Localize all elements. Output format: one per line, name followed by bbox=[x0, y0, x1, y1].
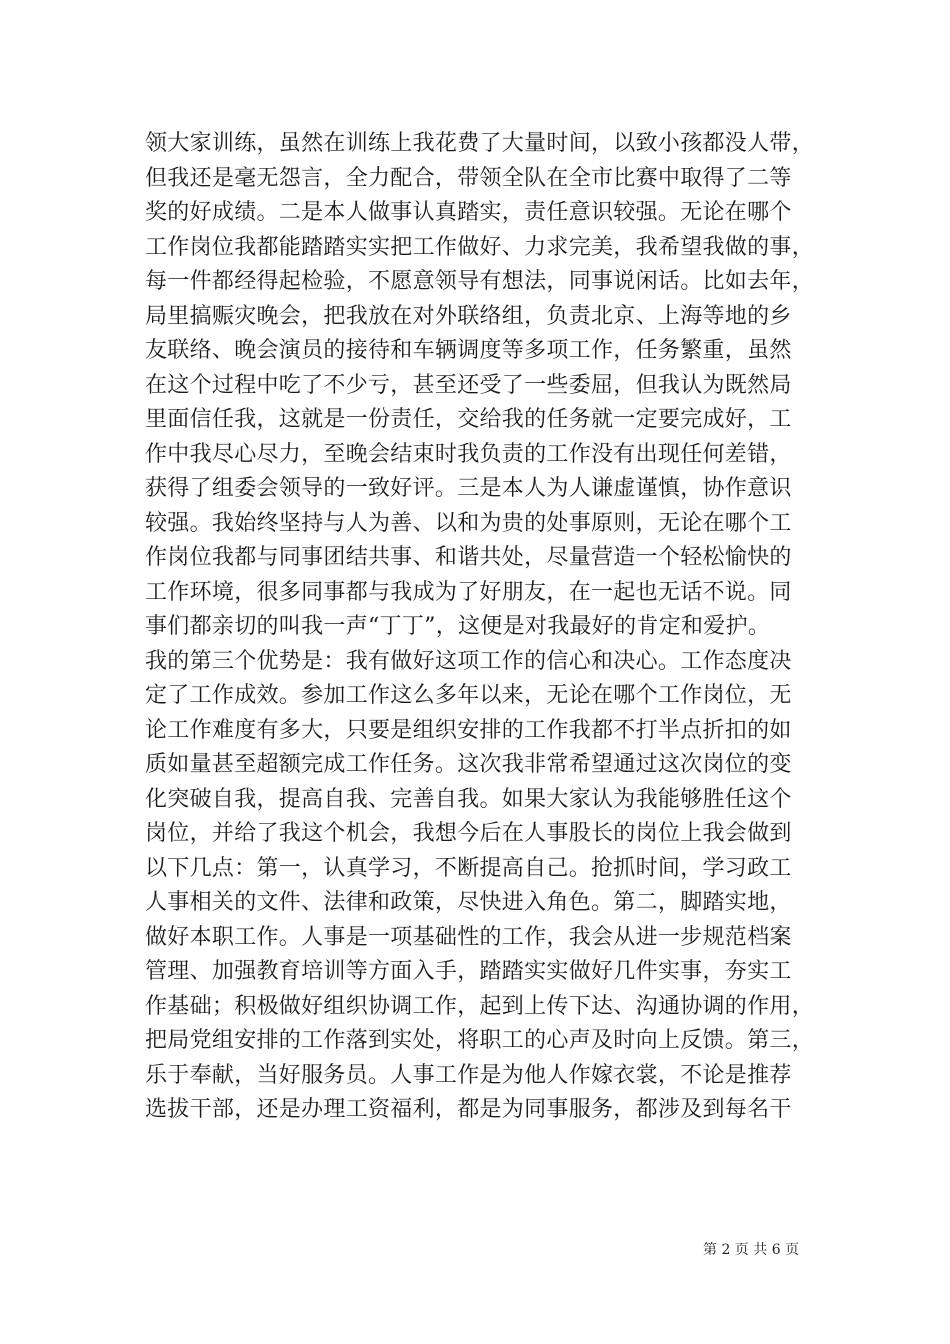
text-line: 人事相关的文件、法律和政策，尽快进入角色。第二，脚踏实地， bbox=[145, 890, 792, 915]
text-line: 但我还是毫无怨言，全力配合，带领全队在全市比赛中取得了二等 bbox=[145, 165, 792, 191]
text-line: 作岗位我都与同事团结共事、和谐共处，尽量营造一个轻松愉快的 bbox=[145, 545, 792, 570]
text-line: 里面信任我，这就是一份责任，交给我的任务就一定要完成好，工 bbox=[145, 407, 792, 432]
text-line: 作基础；积极做好组织协调工作，起到上传下达、沟通协调的作用， bbox=[145, 993, 815, 1019]
text-line: 局里搞赈灾晚会，把我放在对外联络组，负责北京、上海等地的乡 bbox=[145, 303, 792, 329]
body-text bbox=[145, 127, 815, 1128]
text-line: 做好本职工作。人事是一项基础性的工作，我会从进一步规范档案 bbox=[145, 924, 792, 950]
text-line: 作中我尽心尽力，至晚会结束时我负责的工作没有出现任何差错， bbox=[145, 441, 792, 467]
text-line: 把局党组安排的工作落到实处，将职工的心声及时向上反馈。第三， bbox=[145, 1028, 815, 1053]
text-line: 化突破自我，提高自我、完善自我。如果大家认为我能够胜任这个 bbox=[145, 786, 792, 812]
text-line: 获得了组委会领导的一致好评。三是本人为人谦虚谨慎，协作意识 bbox=[145, 476, 792, 501]
text-line: 定了工作成效。参加工作这么多年以来，无论在哪个工作岗位，无 bbox=[145, 683, 792, 708]
text-line: 工作岗位我都能踏踏实实把工作做好、力求完美，我希望我做的事， bbox=[145, 234, 815, 260]
text-line: 在这个过程中吃了不少亏，甚至还受了一些委屈，但我认为既然局 bbox=[145, 372, 792, 398]
text-line: 事们都亲切的叫我一声“丁丁”，这便是对我最好的肯定和爱护。 bbox=[145, 614, 771, 639]
text-line: 论工作难度有多大，只要是组织安排的工作我都不打半点折扣的如 bbox=[145, 717, 792, 743]
text-line: 每一件都经得起检验，不愿意领导有想法，同事说闲话。比如去年， bbox=[145, 269, 815, 294]
text-line: 质如量甚至超额完成工作任务。这次我非常希望通过这次岗位的变 bbox=[145, 752, 792, 777]
text-line: 管理、加强教育培训等方面入手，踏踏实实做好几件实事，夯实工 bbox=[145, 959, 792, 984]
text-line: 乐于奉献，当好服务员。人事工作是为他人作嫁衣裳，不论是推荐 bbox=[145, 1062, 792, 1088]
text-line: 我的第三个优势是：我有做好这项工作的信心和决心。工作态度决 bbox=[145, 648, 792, 674]
text-line: 领大家训练，虽然在训练上我花费了大量时间，以致小孩都没人带， bbox=[145, 131, 815, 156]
text-line: 友联络、晚会演员的接待和车辆调度等多项工作，任务繁重，虽然 bbox=[145, 338, 792, 363]
text-line: 岗位，并给了我这个机会，我想今后在人事股长的岗位上我会做到 bbox=[145, 821, 792, 846]
text-line: 较强。我始终坚持与人为善、以和为贵的处事原则，无论在哪个工 bbox=[145, 510, 792, 536]
text-line: 以下几点：第一，认真学习，不断提高自己。抢抓时间，学习政工 bbox=[145, 855, 792, 881]
page-number: 第 2 页 共 6 页 bbox=[703, 1242, 800, 1258]
text-line: 奖的好成绩。二是本人做事认真踏实，责任意识较强。无论在哪个 bbox=[145, 200, 792, 225]
text-line: 工作环境，很多同事都与我成为了好朋友，在一起也无话不说。同 bbox=[145, 579, 792, 605]
text-line: 选拔干部，还是办理工资福利，都是为同事服务，都涉及到每名干 bbox=[145, 1097, 792, 1122]
